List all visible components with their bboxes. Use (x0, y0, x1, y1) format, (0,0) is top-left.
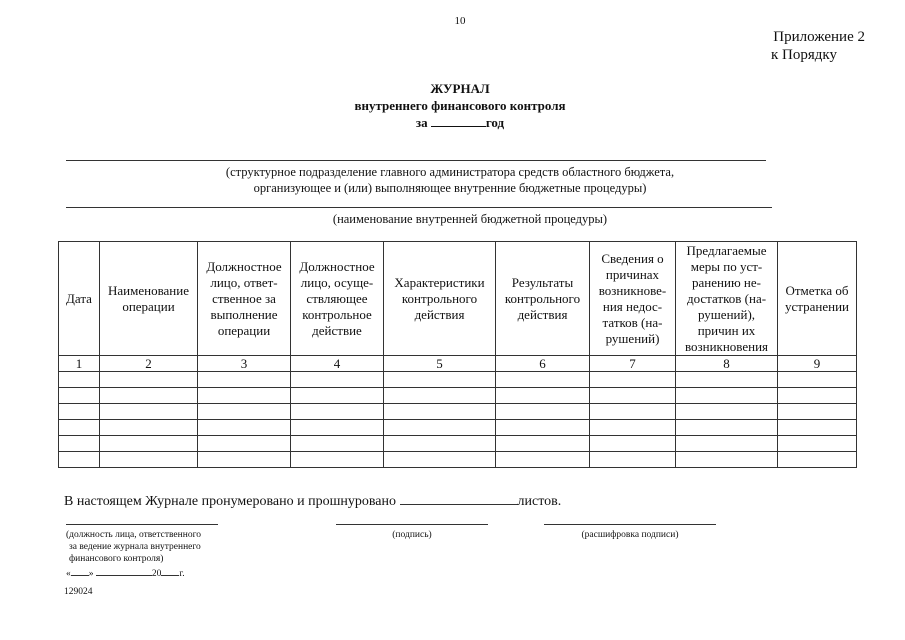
column-number: 9 (778, 356, 857, 372)
header-operation-name: Наименование операции (100, 242, 198, 356)
procedure-caption: (наименование внутренней бюджетной процедуры) (332, 212, 608, 226)
table-cell (59, 420, 100, 436)
table-cell (59, 388, 100, 404)
summary-suffix: листов. (517, 494, 562, 509)
table-cell (198, 420, 291, 436)
table-cell (778, 436, 857, 452)
table-cell (384, 436, 496, 452)
table-cell (100, 372, 198, 388)
header-control-characteristics: Характеристики контрольного действия (384, 242, 496, 356)
decode-caption: (расшифровка подписи) (581, 530, 679, 540)
table-cell (590, 436, 676, 452)
header-controlling-person: Должностное лицо, осуще-ствляющее контрольное действие (291, 242, 384, 356)
column-number: 7 (590, 356, 676, 372)
table-cell (59, 372, 100, 388)
table-cell (100, 452, 198, 468)
table-cell (778, 388, 857, 404)
column-number: 5 (384, 356, 496, 372)
decode-rule (544, 524, 716, 525)
column-number: 3 (198, 356, 291, 372)
table-cell (198, 452, 291, 468)
table-cell (778, 404, 857, 420)
table-cell (676, 388, 778, 404)
table-cell (590, 372, 676, 388)
table-row (59, 404, 857, 420)
appendix-line-2: к Порядку (771, 47, 837, 63)
sheet-count-blank (400, 492, 518, 505)
table-cell (778, 420, 857, 436)
table-cell (59, 404, 100, 420)
table-cell (496, 404, 590, 420)
table-cell (291, 452, 384, 468)
table-cell (590, 420, 676, 436)
table-cell (676, 372, 778, 388)
table-cell (676, 452, 778, 468)
document-title (300, 80, 620, 131)
table-cell (100, 404, 198, 420)
signature-rule (336, 524, 488, 525)
table-cell (384, 372, 496, 388)
table-row (59, 452, 857, 468)
table-row (59, 388, 857, 404)
position-caption (66, 529, 246, 565)
structure-caption-line-2: организующее и (или) выполняющее внутренние бюджетные процедуры) (253, 181, 647, 195)
table-cell (291, 420, 384, 436)
table-cell (384, 404, 496, 420)
column-number: 6 (496, 356, 590, 372)
table-cell (778, 372, 857, 388)
table-cell (384, 388, 496, 404)
table-cell (291, 388, 384, 404)
table-cell (384, 452, 496, 468)
date-year-suffix: г. (179, 569, 185, 579)
appendix-reference (720, 28, 865, 64)
position-caption-line-1: (должность лица, ответственного (66, 530, 201, 540)
table-cell (778, 452, 857, 468)
month-blank (96, 566, 152, 576)
table-cell (384, 420, 496, 436)
table-cell (100, 436, 198, 452)
title-line-3 (300, 114, 620, 131)
year-short-blank (161, 566, 179, 576)
title-line-1: ЖУРНАЛ (430, 81, 490, 96)
table-cell (676, 404, 778, 420)
signature-date (66, 566, 185, 579)
table-cell (496, 436, 590, 452)
position-caption-line-2: за ведение журнала внутреннего (69, 542, 201, 552)
day-blank (71, 566, 89, 576)
column-number-row (59, 356, 857, 372)
table-cell (198, 372, 291, 388)
column-number: 4 (291, 356, 384, 372)
table-cell (496, 420, 590, 436)
appendix-line-1: Приложение 2 (773, 29, 865, 45)
table-cell (59, 452, 100, 468)
table-cell (496, 388, 590, 404)
date-close-quote: » (88, 569, 94, 579)
structure-caption-line-1: (структурное подразделение главного администратора средств областного бюджета, (225, 165, 675, 179)
table-cell (676, 420, 778, 436)
title-line-2: внутреннего финансового контроля (354, 98, 566, 113)
table-row (59, 420, 857, 436)
year-blank (431, 115, 486, 127)
table-cell (590, 452, 676, 468)
column-number: 8 (676, 356, 778, 372)
table-cell (198, 436, 291, 452)
position-caption-line-3: финансового контроля) (69, 554, 164, 564)
table-row (59, 436, 857, 452)
table-cell (100, 388, 198, 404)
table-cell (100, 420, 198, 436)
document-code: 129024 (64, 587, 93, 597)
table-cell (59, 436, 100, 452)
table-cell (291, 436, 384, 452)
table-cell (590, 388, 676, 404)
position-rule (66, 524, 218, 525)
structure-caption (150, 164, 750, 196)
header-date: Дата (59, 242, 100, 356)
header-row (59, 242, 857, 356)
page-number: 10 (454, 15, 466, 27)
column-number: 2 (100, 356, 198, 372)
table-cell (496, 372, 590, 388)
summary-prefix: В настоящем Журнале пронумеровано и прошнуровано (64, 494, 397, 509)
table-cell (496, 452, 590, 468)
header-control-results: Результаты контрольного действия (496, 242, 590, 356)
date-open-quote: « (66, 569, 71, 579)
table-cell (291, 404, 384, 420)
journal-table (58, 241, 857, 468)
table-cell (676, 436, 778, 452)
header-proposed-measures: Предлагаемые меры по уст-ранению не-достатков (на-рушений), причин их возникновения (676, 242, 778, 356)
table-cell (590, 404, 676, 420)
title-year-suffix: год (485, 115, 505, 130)
header-elimination-mark: Отметка об устранении (778, 242, 857, 356)
header-violation-causes: Сведения о причинах возникнове-ния недос-татков (на-рушений) (590, 242, 676, 356)
header-responsible-person: Должностное лицо, ответ-ственное за выполнение операции (198, 242, 291, 356)
structure-rule (66, 160, 766, 161)
procedure-rule (66, 207, 772, 208)
table-row (59, 372, 857, 388)
title-year-prefix: за (415, 115, 428, 130)
column-number: 1 (59, 356, 100, 372)
date-year-prefix: 20 (151, 569, 162, 579)
table-cell (291, 372, 384, 388)
summary-statement (64, 492, 561, 510)
signature-caption: (подпись) (392, 530, 432, 540)
table-cell (198, 388, 291, 404)
table-cell (198, 404, 291, 420)
